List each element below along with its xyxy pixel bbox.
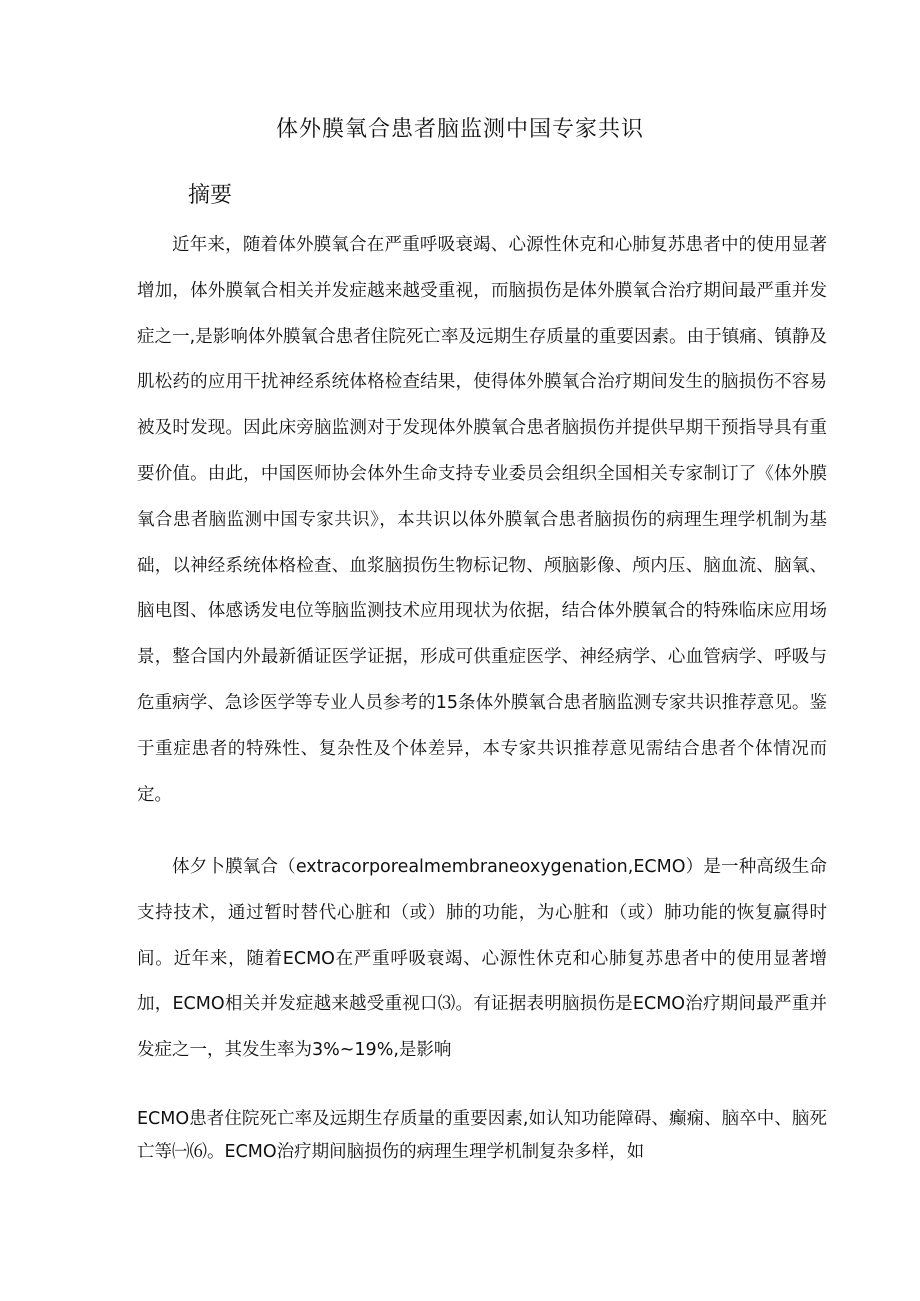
document-title: 体外膜氧合患者脑监测中国专家共识 <box>275 117 644 142</box>
section-heading-abstract: 摘要 <box>188 183 233 208</box>
intro-paragraph: 体夕卜膜氧合（extracorporealmembraneoxygenation,ECMO）是一种高级生命支持技术，通过暂时替代心脏和（或）肺的功能，为心脏和（或）肺功能的恢复赢得时间。近年来，随着ECMO在严重呼吸衰竭、心源性休克和心肺复苏患者中的使用显著增加，ECMO相关并发症越来越受重视口⑶。有证据表明脑损伤是ECMO治疗期间最严重并发症之一，其发生率为3%~19%,是影响 <box>137 857 827 1061</box>
continuation-paragraph: ECMO患者住院死亡率及远期生存质量的重要因素,如认知功能障碍、癫痫、脑卒中、脑死亡等㈠⑹。ECMO治疗期间脑损伤的病理生理学机制复杂多样，如 <box>137 1109 827 1162</box>
abstract-paragraph: 近年来，随着体外膜氧合在严重呼吸衰竭、心源性休克和心肺复苏患者中的使用显著增加，体外膜氧合相关并发症越来越受重视，而脑损伤是体外膜氧合治疗期间最严重并发症之一,是影响体外膜氧合患者住院死亡率及远期生存质量的重要因素。由于镇痛、镇静及肌松药的应用干扰神经系统体格检查结果，使得体外膜氧合治疗期间发生的脑损伤不容易被及时发现。因此床旁脑监测对于发现体外膜氧合患者脑损伤并提供早期干预指导具有重要价值。由此，中国医师协会体外生命支持专业委员会组织全国相关专家制订了《体外膜氧合患者脑监测中国专家共识》，本共识以体外膜氧合患者脑损伤的病理生理学机制为基础，以神经系统体格检查、血浆脑损伤生物标记物、颅脑影像、颅内压、脑血流、脑氧、脑电图、体感诱发电位等脑监测技术应用现状为依据，结合体外膜氧合的特殊临床应用场景，整合国内外最新循证医学证据，形成可供重症医学、神经病学、心血管病学、呼吸与危重病学、急诊医学等专业人员参考的15条体外膜氧合患者脑监测专家共识推荐意见。鉴于重症患者的特殊性、复杂性及个体差异，本专家共识推荐意见需结合患者个体情况而定。 <box>137 235 827 805</box>
